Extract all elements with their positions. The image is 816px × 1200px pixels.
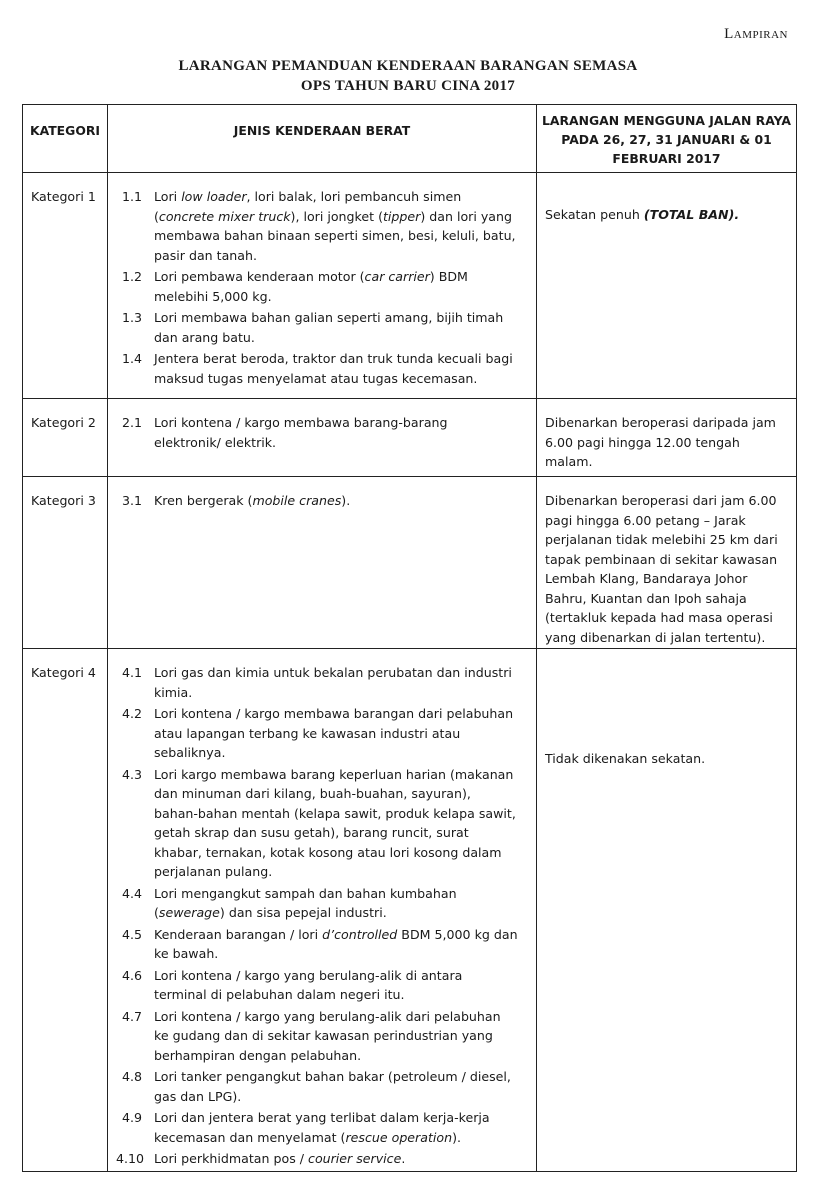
list-item — [116, 884, 528, 923]
item-text: Lori dan jentera berat yang terlibat dalam kerja-kerja kecemasan dan menyelamat (rescue operation). — [154, 1110, 490, 1145]
restriction-cell: Dibenarkan beroperasi dari jam 6.00 pagi hingga 6.00 petang – Jarak perjalanan tidak melebihi 25 km dari tapak pembinaan di sekitar kawasan Lembah Klang, Bandaraya Johor Bahru, Kuantan dan Ipoh sahaja (tertakluk kepada had masa operasi yang dibenarkan di jalan tertentu). — [537, 477, 797, 649]
document-title: LARANGAN PEMANDUAN KENDERAAN BARANGAN SEMASA — [178, 58, 638, 74]
list-item — [116, 308, 528, 347]
restriction-cell: Dibenarkan beroperasi daripada jam 6.00 pagi hingga 12.00 tengah malam. — [537, 399, 797, 477]
header-larangan: LARANGAN MENGGUNA JALAN RAYA PADA 26, 27, 31 JANUARI & 01 FEBRUARI 2017 — [537, 105, 797, 173]
category-cell: Kategori 1 — [23, 173, 108, 399]
table-row — [23, 477, 797, 649]
list-item — [116, 966, 528, 1005]
list-item — [116, 267, 528, 306]
item-number: 4.6 — [122, 967, 143, 983]
list-item — [116, 704, 528, 763]
header-kategori: KATEGORI — [23, 105, 108, 173]
list-item — [116, 349, 528, 388]
list-item — [116, 925, 528, 964]
list-item — [116, 413, 528, 452]
item-number: 4.3 — [122, 766, 143, 782]
list-item — [116, 491, 528, 511]
restriction-table — [22, 104, 797, 1172]
item-text: Kenderaan barangan / lori d’controlled BDM 5,000 kg dan ke bawah. — [154, 926, 518, 961]
item-text: Lori low loader, lori balak, lori pembancuh simen (concrete mixer truck), lori jongket (tipper) dan lori yang membawa bahan binaan seperti simen, besi, keluli, batu, pasir dan tanah. — [154, 189, 516, 263]
item-text: Lori kontena / kargo membawa barangan dari pelabuhan atau lapangan terbang ke kawasan industri atau sebaliknya. — [154, 706, 514, 760]
item-number: 1.1 — [122, 189, 143, 204]
item-text: Lori gas dan kimia untuk bekalan perubatan dan industri kimia. — [154, 665, 512, 700]
item-text: Lori pembawa kenderaan motor (car carrier) BDM melebihi 5,000 kg. — [154, 269, 468, 304]
item-number: 4.10 — [116, 1151, 145, 1166]
item-number: 1.3 — [122, 310, 143, 325]
vehicle-list-cell — [108, 399, 537, 477]
category-cell: Kategori 3 — [23, 477, 108, 649]
table-row — [23, 649, 797, 1172]
list-item — [116, 1067, 528, 1106]
item-text: Lori kargo membawa barang keperluan harian (makanan dan minuman dari kilang, buah-buahan, sayuran), bahan-bahan mentah (kelapa sawit, produk kelapa sawit, getah skrap dan susu getah), barang runcit, surat khabar, ternakan, kotak kosong atau lori kosong dalam perjalanan pulang. — [154, 766, 516, 879]
list-item — [116, 1007, 528, 1066]
restriction-cell: Sekatan penuh (TOTAL BAN). — [537, 173, 797, 399]
list-item — [116, 765, 528, 882]
item-text: Kren bergerak (mobile cranes). — [154, 493, 351, 508]
item-number: 4.2 — [122, 706, 143, 721]
table-header-row — [23, 105, 797, 173]
item-text: Lori kontena / kargo yang berulang-alik dari pelabuhan ke gudang dan di sekitar kawasan perindustrian yang berhampiran dengan pelabuhan. — [154, 1008, 501, 1063]
item-text: Lori kontena / kargo membawa barang-barang elektronik/ elektrik. — [154, 415, 448, 450]
vehicle-list-cell — [108, 649, 537, 1172]
table-row — [23, 399, 797, 477]
vehicle-list-cell — [108, 477, 537, 649]
item-text: Lori perkhidmatan pos / courier service. — [154, 1151, 406, 1166]
item-text: Lori mengangkut sampah dan bahan kumbahan (sewerage) dan sisa pepejal industri. — [154, 885, 457, 920]
header-jenis: JENIS KENDERAAN BERAT — [108, 105, 537, 173]
item-number: 4.9 — [122, 1110, 143, 1125]
item-number: 2.1 — [122, 415, 143, 430]
list-item — [116, 187, 528, 265]
item-number: 1.2 — [122, 269, 143, 284]
restriction-cell: Tidak dikenakan sekatan. — [537, 649, 797, 1172]
item-number: 4.7 — [122, 1008, 143, 1024]
item-text: Lori tanker pengangkut bahan bakar (petroleum / diesel, gas dan LPG). — [154, 1069, 511, 1104]
item-number: 1.4 — [122, 351, 143, 366]
category-cell: Kategori 4 — [23, 649, 108, 1172]
item-number: 4.1 — [122, 665, 143, 680]
document-subtitle: OPS TAHUN BARU CINA 2017 — [300, 78, 516, 94]
item-text: Lori membawa bahan galian seperti amang, bijih timah dan arang batu. — [154, 310, 504, 345]
list-item — [116, 1149, 528, 1169]
vehicle-list-cell — [108, 173, 537, 399]
table-row — [23, 173, 797, 399]
category-cell: Kategori 2 — [23, 399, 108, 477]
item-number: 4.8 — [122, 1069, 143, 1084]
item-text: Jentera berat beroda, traktor dan truk tunda kecuali bagi maksud tugas menyelamat atau tugas kecemasan. — [154, 351, 513, 386]
item-number: 4.4 — [122, 885, 143, 901]
appendix-label: Lampiran — [724, 26, 788, 42]
item-number: 4.5 — [122, 926, 143, 942]
item-text: Lori kontena / kargo yang berulang-alik di antara terminal di pelabuhan dalam negeri itu. — [154, 967, 463, 1002]
item-number: 3.1 — [122, 493, 143, 508]
list-item — [116, 1108, 528, 1147]
list-item — [116, 663, 528, 702]
